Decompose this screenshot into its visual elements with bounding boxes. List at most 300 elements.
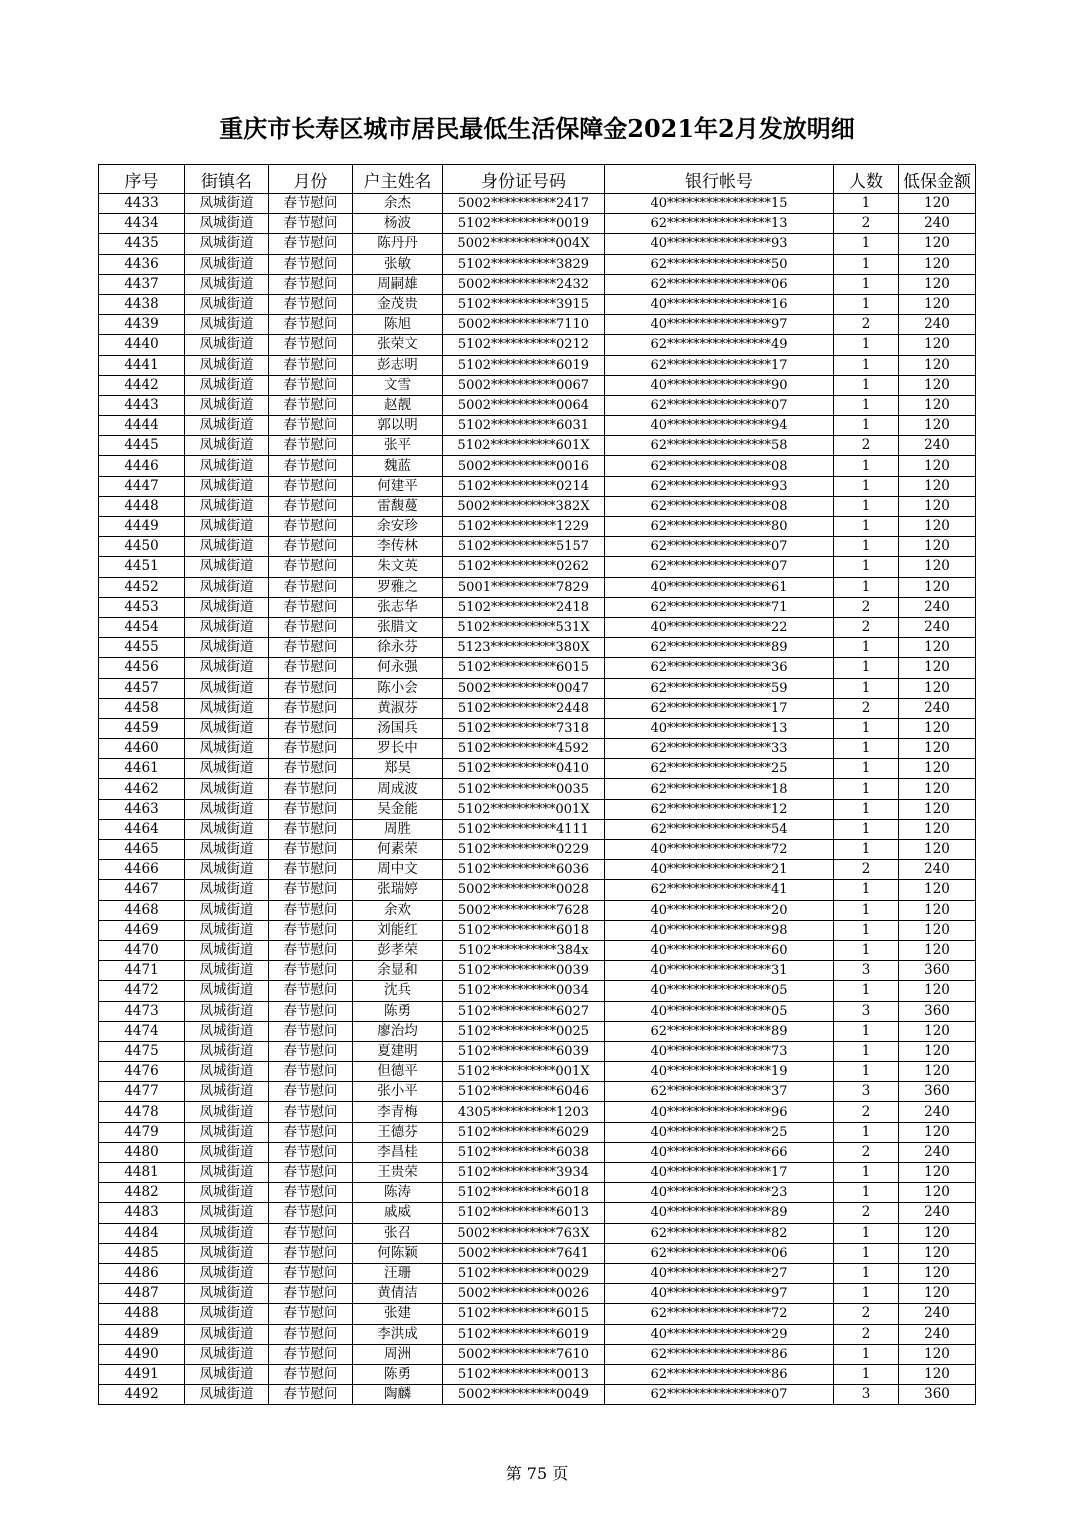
cell-street: 凤城街道: [185, 981, 269, 1001]
cell-serial: 4457: [99, 678, 185, 698]
cell-street: 凤城街道: [185, 254, 269, 274]
cell-id-number: 5102**********6018: [443, 1183, 605, 1203]
cell-serial: 4486: [99, 1263, 185, 1283]
cell-id-number: 5102**********0034: [443, 981, 605, 1001]
cell-householder: 陈旭: [353, 315, 443, 335]
cell-amount: 120: [899, 577, 976, 597]
cell-month: 春节慰问: [269, 234, 353, 254]
cell-serial: 4447: [99, 476, 185, 496]
cell-month: 春节慰问: [269, 1021, 353, 1041]
cell-persons: 1: [834, 496, 899, 516]
cell-id-number: 5102**********6018: [443, 920, 605, 940]
cell-amount: 120: [899, 537, 976, 557]
cell-bank-account: 40****************25: [605, 1122, 834, 1142]
cell-householder: 张建: [353, 1304, 443, 1324]
header-id-number: 身份证号码: [443, 165, 605, 194]
cell-bank-account: 40****************60: [605, 940, 834, 960]
cell-bank-account: 62****************17: [605, 698, 834, 718]
cell-householder: 汤国兵: [353, 718, 443, 738]
cell-serial: 4483: [99, 1203, 185, 1223]
cell-month: 春节慰问: [269, 880, 353, 900]
cell-street: 凤城街道: [185, 759, 269, 779]
cell-serial: 4478: [99, 1102, 185, 1122]
cell-householder: 彭孝荣: [353, 940, 443, 960]
cell-id-number: 5002**********0049: [443, 1385, 605, 1405]
cell-bank-account: 40****************23: [605, 1183, 834, 1203]
cell-bank-account: 40****************66: [605, 1142, 834, 1162]
cell-persons: 1: [834, 779, 899, 799]
table-row: [99, 759, 976, 779]
cell-month: 春节慰问: [269, 1001, 353, 1021]
cell-serial: 4454: [99, 617, 185, 637]
cell-householder: 陈涛: [353, 1183, 443, 1203]
table-row: [99, 1163, 976, 1183]
cell-bank-account: 40****************17: [605, 1163, 834, 1183]
cell-householder: 李传林: [353, 537, 443, 557]
cell-persons: 2: [834, 1304, 899, 1324]
cell-persons: 1: [834, 1364, 899, 1384]
cell-amount: 120: [899, 254, 976, 274]
cell-amount: 120: [899, 517, 976, 537]
cell-street: 凤城街道: [185, 638, 269, 658]
table-row: [99, 1021, 976, 1041]
cell-persons: 3: [834, 1001, 899, 1021]
cell-id-number: 5102**********0262: [443, 557, 605, 577]
cell-id-number: 5002**********0064: [443, 395, 605, 415]
cell-month: 春节慰问: [269, 1324, 353, 1344]
cell-persons: 1: [834, 1344, 899, 1364]
cell-id-number: 5102**********0410: [443, 759, 605, 779]
cell-bank-account: 40****************96: [605, 1102, 834, 1122]
cell-street: 凤城街道: [185, 1163, 269, 1183]
table-row: [99, 517, 976, 537]
cell-householder: 陈勇: [353, 1001, 443, 1021]
header-serial: 序号: [99, 165, 185, 194]
cell-id-number: 5102**********0029: [443, 1263, 605, 1283]
cell-street: 凤城街道: [185, 961, 269, 981]
cell-street: 凤城街道: [185, 779, 269, 799]
cell-month: 春节慰问: [269, 1304, 353, 1324]
cell-amount: 120: [899, 335, 976, 355]
cell-id-number: 5002**********0028: [443, 880, 605, 900]
cell-serial: 4448: [99, 496, 185, 516]
cell-persons: 1: [834, 537, 899, 557]
cell-bank-account: 62****************08: [605, 496, 834, 516]
cell-street: 凤城街道: [185, 819, 269, 839]
cell-month: 春节慰问: [269, 335, 353, 355]
cell-householder: 周洲: [353, 1344, 443, 1364]
cell-persons: 1: [834, 678, 899, 698]
cell-month: 春节慰问: [269, 1344, 353, 1364]
table-row: [99, 294, 976, 314]
cell-bank-account: 62****************06: [605, 1243, 834, 1263]
cell-street: 凤城街道: [185, 597, 269, 617]
cell-serial: 4450: [99, 537, 185, 557]
cell-month: 春节慰问: [269, 961, 353, 981]
cell-id-number: 5102**********601X: [443, 436, 605, 456]
table-row: [99, 456, 976, 476]
cell-id-number: 5102**********7318: [443, 718, 605, 738]
cell-amount: 120: [899, 920, 976, 940]
cell-persons: 1: [834, 1163, 899, 1183]
cell-bank-account: 40****************29: [605, 1324, 834, 1344]
table-row: [99, 214, 976, 234]
cell-bank-account: 62****************89: [605, 638, 834, 658]
cell-id-number: 5102**********0212: [443, 335, 605, 355]
table-row: [99, 1122, 976, 1142]
cell-amount: 120: [899, 739, 976, 759]
cell-street: 凤城街道: [185, 234, 269, 254]
cell-persons: 2: [834, 1324, 899, 1344]
cell-persons: 1: [834, 1062, 899, 1082]
cell-amount: 120: [899, 476, 976, 496]
cell-id-number: 5002**********7641: [443, 1243, 605, 1263]
cell-street: 凤城街道: [185, 1263, 269, 1283]
cell-serial: 4446: [99, 456, 185, 476]
cell-street: 凤城街道: [185, 1223, 269, 1243]
cell-persons: 1: [834, 940, 899, 960]
cell-id-number: 5102**********6038: [443, 1142, 605, 1162]
cell-persons: 1: [834, 476, 899, 496]
cell-householder: 朱文英: [353, 557, 443, 577]
header-householder: 户主姓名: [353, 165, 443, 194]
cell-month: 春节慰问: [269, 1082, 353, 1102]
cell-householder: 杨波: [353, 214, 443, 234]
cell-id-number: 5002**********2417: [443, 194, 605, 214]
cell-persons: 2: [834, 315, 899, 335]
table-row: [99, 395, 976, 415]
cell-street: 凤城街道: [185, 1324, 269, 1344]
cell-amount: 240: [899, 315, 976, 335]
table-row: [99, 194, 976, 214]
cell-id-number: 5102**********001X: [443, 799, 605, 819]
cell-serial: 4441: [99, 355, 185, 375]
cell-householder: 何永强: [353, 658, 443, 678]
cell-bank-account: 40****************31: [605, 961, 834, 981]
cell-id-number: 5102**********0229: [443, 840, 605, 860]
cell-id-number: 5102**********0214: [443, 476, 605, 496]
cell-bank-account: 40****************20: [605, 900, 834, 920]
cell-serial: 4488: [99, 1304, 185, 1324]
cell-month: 春节慰问: [269, 375, 353, 395]
cell-amount: 120: [899, 638, 976, 658]
cell-householder: 陶麟: [353, 1385, 443, 1405]
cell-bank-account: 62****************07: [605, 557, 834, 577]
cell-street: 凤城街道: [185, 1183, 269, 1203]
cell-street: 凤城街道: [185, 395, 269, 415]
cell-householder: 张平: [353, 436, 443, 456]
cell-bank-account: 62****************07: [605, 1385, 834, 1405]
cell-serial: 4461: [99, 759, 185, 779]
cell-householder: 赵靓: [353, 395, 443, 415]
cell-householder: 张小平: [353, 1082, 443, 1102]
cell-bank-account: 62****************37: [605, 1082, 834, 1102]
cell-street: 凤城街道: [185, 1203, 269, 1223]
cell-amount: 120: [899, 375, 976, 395]
cell-persons: 1: [834, 254, 899, 274]
header-month: 月份: [269, 165, 353, 194]
cell-serial: 4434: [99, 214, 185, 234]
cell-month: 春节慰问: [269, 1284, 353, 1304]
table-row: [99, 698, 976, 718]
table-row: [99, 1062, 976, 1082]
table-row: [99, 1203, 976, 1223]
cell-serial: 4472: [99, 981, 185, 1001]
cell-serial: 4465: [99, 840, 185, 860]
cell-amount: 240: [899, 597, 976, 617]
table-row: [99, 1183, 976, 1203]
cell-serial: 4469: [99, 920, 185, 940]
table-row: [99, 315, 976, 335]
cell-bank-account: 40****************05: [605, 981, 834, 1001]
cell-month: 春节慰问: [269, 436, 353, 456]
cell-persons: 1: [834, 880, 899, 900]
table-row: [99, 799, 976, 819]
cell-street: 凤城街道: [185, 860, 269, 880]
cell-householder: 陈小会: [353, 678, 443, 698]
header-bank-account: 银行帐号: [605, 165, 834, 194]
cell-id-number: 5102**********3829: [443, 254, 605, 274]
cell-persons: 2: [834, 436, 899, 456]
cell-persons: 2: [834, 214, 899, 234]
cell-householder: 张敏: [353, 254, 443, 274]
cell-amount: 120: [899, 1122, 976, 1142]
cell-householder: 陈勇: [353, 1364, 443, 1384]
cell-householder: 周成波: [353, 779, 443, 799]
cell-street: 凤城街道: [185, 1041, 269, 1061]
cell-month: 春节慰问: [269, 920, 353, 940]
cell-serial: 4456: [99, 658, 185, 678]
cell-amount: 120: [899, 1062, 976, 1082]
cell-persons: 1: [834, 557, 899, 577]
cell-month: 春节慰问: [269, 355, 353, 375]
cell-id-number: 5102**********0019: [443, 214, 605, 234]
cell-bank-account: 62****************72: [605, 1304, 834, 1324]
cell-id-number: 5102**********6015: [443, 1304, 605, 1324]
cell-persons: 1: [834, 1041, 899, 1061]
cell-bank-account: 62****************41: [605, 880, 834, 900]
cell-persons: 1: [834, 920, 899, 940]
cell-id-number: 5102**********6019: [443, 355, 605, 375]
cell-id-number: 5002**********0067: [443, 375, 605, 395]
cell-id-number: 5102**********6039: [443, 1041, 605, 1061]
cell-householder: 郑昊: [353, 759, 443, 779]
cell-householder: 徐永芬: [353, 638, 443, 658]
table-row: [99, 1082, 976, 1102]
cell-serial: 4439: [99, 315, 185, 335]
cell-persons: 1: [834, 274, 899, 294]
cell-persons: 2: [834, 1102, 899, 1122]
cell-amount: 120: [899, 456, 976, 476]
cell-street: 凤城街道: [185, 880, 269, 900]
table-row: [99, 1142, 976, 1162]
cell-street: 凤城街道: [185, 1062, 269, 1082]
cell-serial: 4474: [99, 1021, 185, 1041]
cell-householder: 黄倩洁: [353, 1284, 443, 1304]
cell-month: 春节慰问: [269, 658, 353, 678]
cell-month: 春节慰问: [269, 860, 353, 880]
cell-householder: 彭志明: [353, 355, 443, 375]
cell-bank-account: 40****************22: [605, 617, 834, 637]
table-row: [99, 981, 976, 1001]
table-row: [99, 1223, 976, 1243]
cell-bank-account: 62****************59: [605, 678, 834, 698]
cell-amount: 240: [899, 1324, 976, 1344]
cell-amount: 120: [899, 1364, 976, 1384]
cell-street: 凤城街道: [185, 617, 269, 637]
cell-householder: 何陈颖: [353, 1243, 443, 1263]
cell-serial: 4451: [99, 557, 185, 577]
cell-id-number: 5102**********6027: [443, 1001, 605, 1021]
cell-street: 凤城街道: [185, 799, 269, 819]
cell-householder: 周嗣雄: [353, 274, 443, 294]
cell-persons: 1: [834, 1183, 899, 1203]
cell-bank-account: 62****************89: [605, 1021, 834, 1041]
cell-persons: 1: [834, 981, 899, 1001]
table-row: [99, 416, 976, 436]
cell-id-number: 5102**********6029: [443, 1122, 605, 1142]
cell-street: 凤城街道: [185, 294, 269, 314]
cell-bank-account: 62****************08: [605, 456, 834, 476]
cell-bank-account: 40****************05: [605, 1001, 834, 1021]
cell-street: 凤城街道: [185, 678, 269, 698]
table-row: [99, 1001, 976, 1021]
allowance-table: [98, 164, 976, 1405]
cell-serial: 4460: [99, 739, 185, 759]
cell-amount: 120: [899, 1263, 976, 1283]
cell-month: 春节慰问: [269, 294, 353, 314]
cell-serial: 4452: [99, 577, 185, 597]
cell-street: 凤城街道: [185, 274, 269, 294]
cell-persons: 1: [834, 658, 899, 678]
cell-amount: 240: [899, 617, 976, 637]
cell-id-number: 5102**********4592: [443, 739, 605, 759]
cell-persons: 1: [834, 416, 899, 436]
cell-amount: 120: [899, 557, 976, 577]
table-row: [99, 355, 976, 375]
cell-householder: 张瑞婷: [353, 880, 443, 900]
cell-month: 春节慰问: [269, 597, 353, 617]
cell-id-number: 5102**********2418: [443, 597, 605, 617]
cell-amount: 360: [899, 961, 976, 981]
cell-bank-account: 40****************72: [605, 840, 834, 860]
cell-amount: 120: [899, 1223, 976, 1243]
cell-month: 春节慰问: [269, 1183, 353, 1203]
cell-serial: 4485: [99, 1243, 185, 1263]
table-row: [99, 961, 976, 981]
cell-id-number: 5002**********0047: [443, 678, 605, 698]
cell-month: 春节慰问: [269, 1385, 353, 1405]
cell-id-number: 5002**********0026: [443, 1284, 605, 1304]
cell-persons: 1: [834, 739, 899, 759]
cell-street: 凤城街道: [185, 1001, 269, 1021]
cell-persons: 1: [834, 799, 899, 819]
cell-serial: 4442: [99, 375, 185, 395]
cell-householder: 雷馥蔓: [353, 496, 443, 516]
cell-street: 凤城街道: [185, 214, 269, 234]
cell-amount: 240: [899, 436, 976, 456]
cell-serial: 4459: [99, 718, 185, 738]
cell-month: 春节慰问: [269, 698, 353, 718]
cell-householder: 陈丹丹: [353, 234, 443, 254]
cell-street: 凤城街道: [185, 335, 269, 355]
cell-month: 春节慰问: [269, 1203, 353, 1223]
cell-street: 凤城街道: [185, 1304, 269, 1324]
cell-serial: 4481: [99, 1163, 185, 1183]
header-persons: 人数: [834, 165, 899, 194]
cell-street: 凤城街道: [185, 698, 269, 718]
cell-serial: 4466: [99, 860, 185, 880]
table-row: [99, 617, 976, 637]
cell-bank-account: 62****************07: [605, 395, 834, 415]
table-row: [99, 335, 976, 355]
cell-serial: 4445: [99, 436, 185, 456]
cell-id-number: 5123**********380X: [443, 638, 605, 658]
cell-month: 春节慰问: [269, 395, 353, 415]
cell-serial: 4492: [99, 1385, 185, 1405]
cell-bank-account: 40****************97: [605, 1284, 834, 1304]
cell-street: 凤城街道: [185, 1385, 269, 1405]
cell-street: 凤城街道: [185, 900, 269, 920]
cell-householder: 汪珊: [353, 1263, 443, 1283]
cell-amount: 120: [899, 1163, 976, 1183]
cell-id-number: 5102**********0013: [443, 1364, 605, 1384]
cell-householder: 张召: [353, 1223, 443, 1243]
cell-month: 春节慰问: [269, 718, 353, 738]
cell-bank-account: 62****************17: [605, 355, 834, 375]
cell-id-number: 5102**********6031: [443, 416, 605, 436]
cell-amount: 120: [899, 355, 976, 375]
cell-amount: 240: [899, 214, 976, 234]
cell-householder: 沈兵: [353, 981, 443, 1001]
cell-street: 凤城街道: [185, 1364, 269, 1384]
table-row: [99, 658, 976, 678]
cell-bank-account: 40****************89: [605, 1203, 834, 1223]
cell-householder: 李昌桂: [353, 1142, 443, 1162]
cell-persons: 1: [834, 819, 899, 839]
cell-persons: 1: [834, 900, 899, 920]
cell-serial: 4490: [99, 1344, 185, 1364]
cell-householder: 余安珍: [353, 517, 443, 537]
cell-amount: 120: [899, 1243, 976, 1263]
cell-persons: 3: [834, 961, 899, 981]
cell-amount: 120: [899, 759, 976, 779]
cell-street: 凤城街道: [185, 658, 269, 678]
cell-persons: 2: [834, 860, 899, 880]
cell-householder: 周中文: [353, 860, 443, 880]
cell-householder: 罗长中: [353, 739, 443, 759]
cell-bank-account: 62****************86: [605, 1344, 834, 1364]
table-row: [99, 718, 976, 738]
cell-amount: 120: [899, 1284, 976, 1304]
cell-householder: 夏建明: [353, 1041, 443, 1061]
cell-bank-account: 40****************98: [605, 920, 834, 940]
cell-month: 春节慰问: [269, 476, 353, 496]
cell-street: 凤城街道: [185, 355, 269, 375]
cell-householder: 魏蓝: [353, 456, 443, 476]
cell-bank-account: 62****************12: [605, 799, 834, 819]
cell-amount: 120: [899, 1183, 976, 1203]
table-row: [99, 860, 976, 880]
cell-id-number: 5002**********7110: [443, 315, 605, 335]
cell-street: 凤城街道: [185, 537, 269, 557]
cell-amount: 120: [899, 840, 976, 860]
cell-amount: 240: [899, 860, 976, 880]
table-row: [99, 1344, 976, 1364]
cell-street: 凤城街道: [185, 1284, 269, 1304]
cell-persons: 1: [834, 294, 899, 314]
cell-serial: 4444: [99, 416, 185, 436]
